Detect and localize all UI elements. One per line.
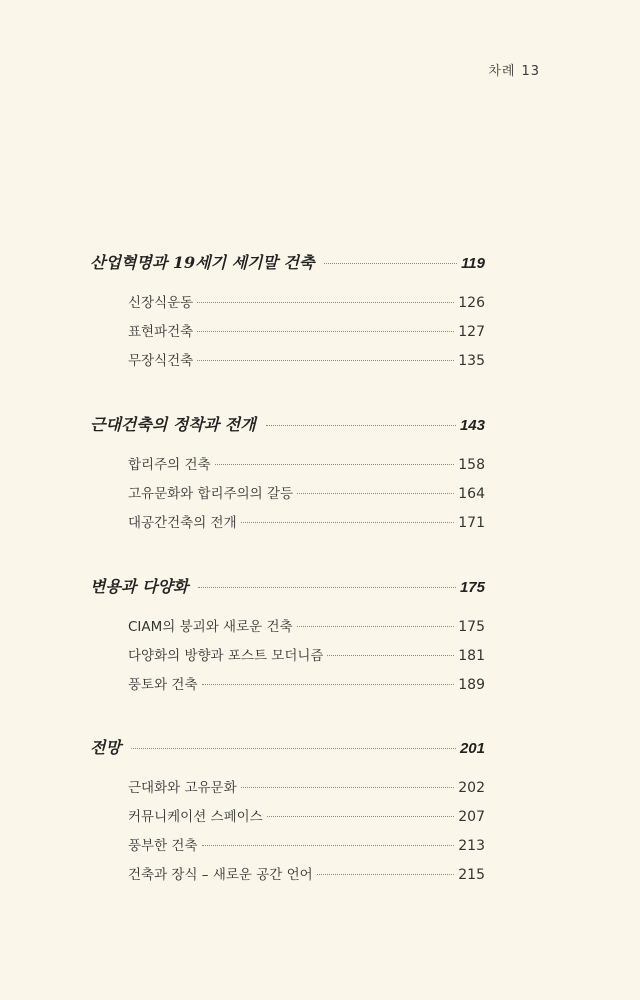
dot-leader — [197, 360, 454, 361]
toc-entry-page: 158 — [458, 457, 485, 473]
toc-entry-page: 181 — [458, 648, 485, 664]
dot-leader — [131, 748, 456, 749]
toc-chapter-title: 전망 — [90, 738, 121, 757]
dot-leader — [215, 464, 455, 465]
toc-entry-page: 175 — [458, 619, 485, 635]
toc-entry-page: 213 — [458, 838, 485, 854]
toc-chapter-row[interactable] — [90, 735, 485, 767]
toc-entry-row[interactable] — [90, 834, 485, 863]
toc-entry-row[interactable] — [90, 320, 485, 349]
toc-entry-row[interactable] — [90, 863, 485, 892]
toc-entry-page: 135 — [458, 353, 485, 369]
dot-leader — [202, 684, 455, 685]
dot-leader — [241, 522, 455, 523]
toc-entry-page: 127 — [458, 324, 485, 340]
dot-leader — [266, 425, 456, 426]
toc-entry-title: 근대화와 고유문화 — [128, 780, 237, 796]
toc-entry-row[interactable] — [90, 673, 485, 702]
dot-leader — [327, 655, 454, 656]
toc-chapter-page: 119 — [461, 255, 485, 272]
dot-leader — [297, 493, 454, 494]
toc-entries — [90, 615, 485, 702]
toc-entries — [90, 453, 485, 540]
dot-leader — [197, 302, 454, 303]
toc-entry-row[interactable] — [90, 615, 485, 644]
dot-leader — [297, 626, 455, 627]
toc-section — [90, 735, 485, 892]
toc-chapter-title: 변용과 다양화 — [90, 577, 189, 596]
toc-chapter-page: 175 — [459, 579, 485, 596]
toc-entry-title: 대공간건축의 전개 — [128, 515, 237, 531]
toc-entry-title: 커뮤니케이션 스페이스 — [128, 809, 263, 825]
toc-entry-page: 171 — [458, 515, 485, 531]
toc-entry-title: 신장식운동 — [128, 295, 194, 311]
toc-chapter-title: 산업혁명과 19세기 세기말 건축 — [90, 253, 315, 272]
toc-chapter-page: 201 — [459, 740, 485, 757]
toc-entries — [90, 776, 485, 892]
dot-leader — [324, 263, 457, 264]
toc-entry-row[interactable] — [90, 291, 485, 320]
dot-leader — [317, 874, 455, 875]
toc-entry-page: 126 — [458, 295, 485, 311]
toc-entry-title: 건축과 장식 – 새로운 공간 언어 — [128, 867, 313, 883]
running-header — [488, 60, 540, 79]
toc-section — [90, 574, 485, 702]
toc-chapter-title: 근대건축의 정착과 전개 — [90, 415, 256, 434]
toc-entry-title: 무장식건축 — [128, 353, 194, 369]
running-header-title: 차례 — [488, 64, 516, 79]
toc-entry-title: 풍토와 건축 — [128, 677, 198, 693]
toc-entry-title: 고유문화와 합리주의의 갈등 — [128, 486, 294, 502]
toc-entry-row[interactable] — [90, 482, 485, 511]
dot-leader — [267, 816, 455, 817]
toc-section — [90, 412, 485, 540]
section-spacer — [90, 702, 485, 735]
toc-chapter-row[interactable] — [90, 574, 485, 606]
toc-entry-page: 164 — [458, 486, 485, 502]
toc-entry-page: 215 — [458, 867, 485, 883]
toc-entry-title: CIAM의 붕괴와 새로운 건축 — [128, 619, 293, 635]
toc-chapter-page: 143 — [459, 417, 485, 434]
toc-entry-row[interactable] — [90, 644, 485, 673]
toc-entry-row[interactable] — [90, 805, 485, 834]
toc-chapter-row[interactable] — [90, 250, 485, 282]
toc-entry-title: 합리주의 건축 — [128, 457, 211, 473]
toc-section — [90, 250, 485, 378]
running-header-page-number: 13 — [521, 64, 540, 79]
toc-entry-row[interactable] — [90, 453, 485, 482]
toc-entry-row[interactable] — [90, 349, 485, 378]
table-of-contents — [90, 250, 485, 892]
section-spacer — [90, 540, 485, 574]
toc-entries — [90, 291, 485, 378]
toc-entry-row[interactable] — [90, 776, 485, 805]
toc-entry-page: 207 — [458, 809, 485, 825]
dot-leader — [202, 845, 455, 846]
toc-entry-title: 표현파건축 — [128, 324, 194, 340]
toc-entry-page: 189 — [458, 677, 485, 693]
dot-leader — [241, 787, 455, 788]
section-spacer — [90, 378, 485, 412]
toc-entry-title: 다양화의 방향과 포스트 모더니즘 — [128, 648, 324, 664]
toc-entry-row[interactable] — [90, 511, 485, 540]
toc-entry-page: 202 — [458, 780, 485, 796]
dot-leader — [197, 331, 454, 332]
toc-entry-title: 풍부한 건축 — [128, 838, 198, 854]
toc-chapter-row[interactable] — [90, 412, 485, 444]
dot-leader — [198, 587, 456, 588]
